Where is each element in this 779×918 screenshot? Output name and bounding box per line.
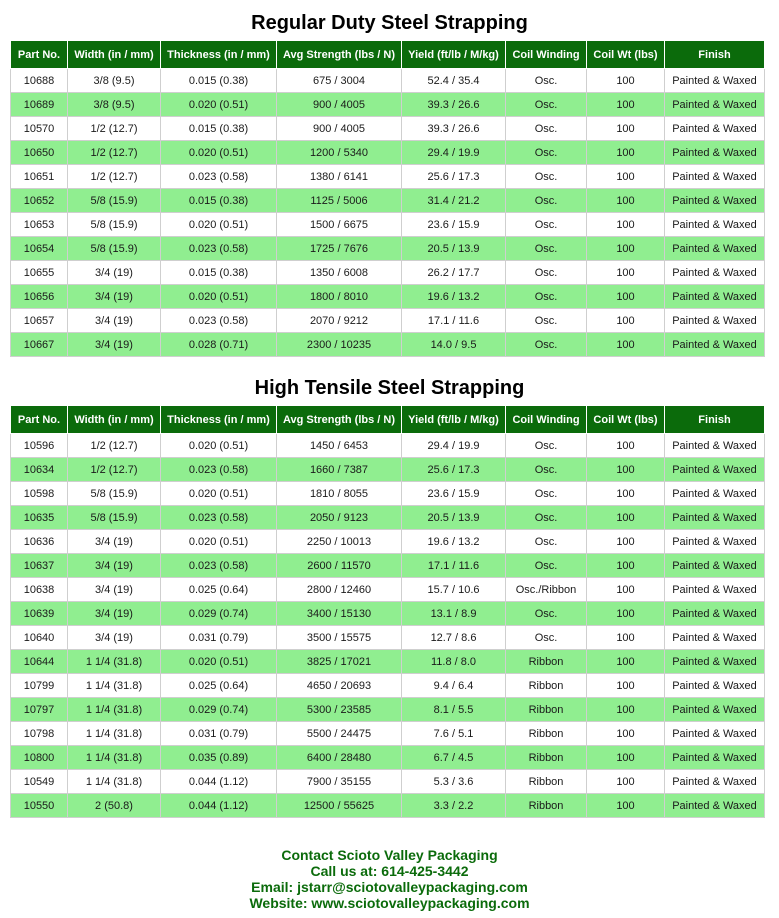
yield-cell: 25.6 / 17.3 (402, 458, 506, 482)
yield-cell: 17.1 / 11.6 (402, 309, 506, 333)
part-no-cell: 10550 (11, 794, 68, 818)
coil-wt-cell: 100 (587, 141, 665, 165)
thickness-cell: 0.031 (0.79) (161, 722, 277, 746)
yield-cell: 17.1 / 11.6 (402, 554, 506, 578)
thickness-cell: 0.035 (0.89) (161, 746, 277, 770)
width-cell: 5/8 (15.9) (68, 213, 161, 237)
avg-strength-cell: 2250 / 10013 (277, 530, 402, 554)
coil-winding-cell: Osc. (506, 458, 587, 482)
coil-winding-cell: Osc. (506, 554, 587, 578)
thickness-cell: 0.025 (0.64) (161, 578, 277, 602)
yield-cell: 5.3 / 3.6 (402, 770, 506, 794)
width-cell: 3/8 (9.5) (68, 93, 161, 117)
width-cell: 1 1/4 (31.8) (68, 746, 161, 770)
table-row (11, 458, 765, 482)
part-no-cell: 10650 (11, 141, 68, 165)
finish-cell: Painted & Waxed (665, 261, 765, 285)
contact-heading: Contact Scioto Valley Packaging (281, 847, 498, 863)
high-tensile-title: High Tensile Steel Strapping (254, 377, 525, 399)
yield-cell: 19.6 / 13.2 (402, 285, 506, 309)
table-row (11, 770, 765, 794)
contact-email[interactable]: Email: jstarr@sciotovalleypackaging.com (251, 879, 528, 895)
part-no-cell: 10800 (11, 746, 68, 770)
table-row (11, 554, 765, 578)
yield-cell: 19.6 / 13.2 (402, 530, 506, 554)
part-no-cell: 10667 (11, 333, 68, 357)
width-cell: 2 (50.8) (68, 794, 161, 818)
yield-cell: 15.7 / 10.6 (402, 578, 506, 602)
contact-website[interactable]: Website: www.sciotovalleypackaging.com (249, 895, 530, 911)
coil-winding-cell: Osc. (506, 213, 587, 237)
thickness-cell: 0.020 (0.51) (161, 650, 277, 674)
table-row (11, 506, 765, 530)
avg-strength-cell: 1380 / 6141 (277, 165, 402, 189)
part-no-cell: 10598 (11, 482, 68, 506)
coil-wt-cell: 100 (587, 333, 665, 357)
width-cell: 5/8 (15.9) (68, 506, 161, 530)
table-row (11, 69, 765, 93)
coil-winding-cell: Osc. (506, 530, 587, 554)
table-row (11, 189, 765, 213)
finish-cell: Painted & Waxed (665, 237, 765, 261)
high-header-row (11, 406, 765, 434)
finish-cell: Painted & Waxed (665, 746, 765, 770)
avg-strength-cell: 2800 / 12460 (277, 578, 402, 602)
col-header-avg-strength: Avg Strength (lbs / N) (277, 406, 402, 434)
thickness-cell: 0.015 (0.38) (161, 69, 277, 93)
coil-wt-cell: 100 (587, 213, 665, 237)
col-header-width: Width (in / mm) (68, 406, 161, 434)
regular-header-row (11, 41, 765, 69)
col-header-finish: Finish (665, 41, 765, 69)
coil-wt-cell: 100 (587, 261, 665, 285)
yield-cell: 39.3 / 26.6 (402, 93, 506, 117)
table-row (11, 578, 765, 602)
thickness-cell: 0.015 (0.38) (161, 261, 277, 285)
table-row (11, 722, 765, 746)
part-no-cell: 10657 (11, 309, 68, 333)
coil-wt-cell: 100 (587, 770, 665, 794)
yield-cell: 7.6 / 5.1 (402, 722, 506, 746)
col-header-thickness: Thickness (in / mm) (161, 41, 277, 69)
coil-winding-cell: Osc. (506, 189, 587, 213)
width-cell: 1 1/4 (31.8) (68, 770, 161, 794)
finish-cell: Painted & Waxed (665, 117, 765, 141)
thickness-cell: 0.029 (0.74) (161, 602, 277, 626)
part-no-cell: 10651 (11, 165, 68, 189)
width-cell: 1/2 (12.7) (68, 165, 161, 189)
yield-cell: 25.6 / 17.3 (402, 165, 506, 189)
part-no-cell: 10644 (11, 650, 68, 674)
coil-wt-cell: 100 (587, 237, 665, 261)
coil-winding-cell: Ribbon (506, 794, 587, 818)
width-cell: 5/8 (15.9) (68, 189, 161, 213)
part-no-cell: 10652 (11, 189, 68, 213)
finish-cell: Painted & Waxed (665, 285, 765, 309)
col-header-part-no: Part No. (11, 41, 68, 69)
width-cell: 1 1/4 (31.8) (68, 650, 161, 674)
finish-cell: Painted & Waxed (665, 333, 765, 357)
coil-wt-cell: 100 (587, 93, 665, 117)
finish-cell: Painted & Waxed (665, 578, 765, 602)
table-row (11, 117, 765, 141)
coil-wt-cell: 100 (587, 482, 665, 506)
coil-wt-cell: 100 (587, 650, 665, 674)
width-cell: 1/2 (12.7) (68, 141, 161, 165)
yield-cell: 31.4 / 21.2 (402, 189, 506, 213)
thickness-cell: 0.015 (0.38) (161, 117, 277, 141)
table-row (11, 746, 765, 770)
avg-strength-cell: 4650 / 20693 (277, 674, 402, 698)
part-no-cell: 10797 (11, 698, 68, 722)
coil-winding-cell: Osc. (506, 117, 587, 141)
avg-strength-cell: 1800 / 8010 (277, 285, 402, 309)
coil-winding-cell: Osc. (506, 285, 587, 309)
thickness-cell: 0.020 (0.51) (161, 482, 277, 506)
avg-strength-cell: 900 / 4005 (277, 117, 402, 141)
yield-cell: 29.4 / 19.9 (402, 434, 506, 458)
finish-cell: Painted & Waxed (665, 626, 765, 650)
col-header-part-no: Part No. (11, 406, 68, 434)
width-cell: 3/4 (19) (68, 578, 161, 602)
finish-cell: Painted & Waxed (665, 213, 765, 237)
table-row (11, 650, 765, 674)
part-no-cell: 10634 (11, 458, 68, 482)
coil-winding-cell: Ribbon (506, 650, 587, 674)
thickness-cell: 0.020 (0.51) (161, 434, 277, 458)
part-no-cell: 10798 (11, 722, 68, 746)
coil-wt-cell: 100 (587, 554, 665, 578)
col-header-coil-winding: Coil Winding (506, 406, 587, 434)
coil-winding-cell: Ribbon (506, 746, 587, 770)
part-no-cell: 10549 (11, 770, 68, 794)
thickness-cell: 0.025 (0.64) (161, 674, 277, 698)
thickness-cell: 0.031 (0.79) (161, 626, 277, 650)
yield-cell: 20.5 / 13.9 (402, 237, 506, 261)
finish-cell: Painted & Waxed (665, 698, 765, 722)
coil-winding-cell: Osc. (506, 333, 587, 357)
width-cell: 3/4 (19) (68, 554, 161, 578)
part-no-cell: 10639 (11, 602, 68, 626)
coil-wt-cell: 100 (587, 578, 665, 602)
width-cell: 3/4 (19) (68, 309, 161, 333)
finish-cell: Painted & Waxed (665, 722, 765, 746)
coil-winding-cell: Ribbon (506, 722, 587, 746)
coil-wt-cell: 100 (587, 698, 665, 722)
part-no-cell: 10636 (11, 530, 68, 554)
coil-wt-cell: 100 (587, 602, 665, 626)
finish-cell: Painted & Waxed (665, 770, 765, 794)
thickness-cell: 0.023 (0.58) (161, 309, 277, 333)
col-header-avg-strength: Avg Strength (lbs / N) (277, 41, 402, 69)
part-no-cell: 10655 (11, 261, 68, 285)
thickness-cell: 0.023 (0.58) (161, 458, 277, 482)
high-tensile-table (10, 405, 765, 818)
avg-strength-cell: 2300 / 10235 (277, 333, 402, 357)
finish-cell: Painted & Waxed (665, 141, 765, 165)
avg-strength-cell: 1125 / 5006 (277, 189, 402, 213)
coil-winding-cell: Osc. (506, 626, 587, 650)
thickness-cell: 0.015 (0.38) (161, 189, 277, 213)
coil-wt-cell: 100 (587, 165, 665, 189)
width-cell: 5/8 (15.9) (68, 482, 161, 506)
finish-cell: Painted & Waxed (665, 530, 765, 554)
coil-winding-cell: Osc. (506, 506, 587, 530)
finish-cell: Painted & Waxed (665, 165, 765, 189)
thickness-cell: 0.023 (0.58) (161, 237, 277, 261)
coil-wt-cell: 100 (587, 722, 665, 746)
thickness-cell: 0.020 (0.51) (161, 93, 277, 117)
regular-table-body (11, 69, 765, 357)
coil-winding-cell: Osc. (506, 602, 587, 626)
coil-winding-cell: Osc. (506, 93, 587, 117)
avg-strength-cell: 12500 / 55625 (277, 794, 402, 818)
width-cell: 3/4 (19) (68, 626, 161, 650)
coil-winding-cell: Osc. (506, 141, 587, 165)
col-header-coil-wt: Coil Wt (lbs) (587, 406, 665, 434)
avg-strength-cell: 1450 / 6453 (277, 434, 402, 458)
coil-wt-cell: 100 (587, 506, 665, 530)
avg-strength-cell: 3500 / 15575 (277, 626, 402, 650)
yield-cell: 23.6 / 15.9 (402, 213, 506, 237)
avg-strength-cell: 1660 / 7387 (277, 458, 402, 482)
thickness-cell: 0.029 (0.74) (161, 698, 277, 722)
table-row (11, 261, 765, 285)
yield-cell: 8.1 / 5.5 (402, 698, 506, 722)
width-cell: 1 1/4 (31.8) (68, 722, 161, 746)
coil-winding-cell: Osc. (506, 434, 587, 458)
coil-wt-cell: 100 (587, 189, 665, 213)
width-cell: 1/2 (12.7) (68, 458, 161, 482)
table-row (11, 434, 765, 458)
table-row (11, 285, 765, 309)
avg-strength-cell: 2600 / 11570 (277, 554, 402, 578)
finish-cell: Painted & Waxed (665, 650, 765, 674)
yield-cell: 12.7 / 8.6 (402, 626, 506, 650)
width-cell: 1 1/4 (31.8) (68, 674, 161, 698)
avg-strength-cell: 3400 / 15130 (277, 602, 402, 626)
table-row (11, 309, 765, 333)
coil-winding-cell: Osc. (506, 69, 587, 93)
finish-cell: Painted & Waxed (665, 458, 765, 482)
yield-cell: 52.4 / 35.4 (402, 69, 506, 93)
regular-duty-table (10, 40, 765, 357)
col-header-finish: Finish (665, 406, 765, 434)
yield-cell: 11.8 / 8.0 (402, 650, 506, 674)
finish-cell: Painted & Waxed (665, 434, 765, 458)
col-header-coil-winding: Coil Winding (506, 41, 587, 69)
table-row (11, 165, 765, 189)
width-cell: 1/2 (12.7) (68, 434, 161, 458)
part-no-cell: 10570 (11, 117, 68, 141)
width-cell: 3/4 (19) (68, 261, 161, 285)
coil-wt-cell: 100 (587, 746, 665, 770)
part-no-cell: 10637 (11, 554, 68, 578)
width-cell: 3/4 (19) (68, 530, 161, 554)
table-row (11, 93, 765, 117)
coil-wt-cell: 100 (587, 434, 665, 458)
yield-cell: 6.7 / 4.5 (402, 746, 506, 770)
width-cell: 1 1/4 (31.8) (68, 698, 161, 722)
coil-wt-cell: 100 (587, 530, 665, 554)
finish-cell: Painted & Waxed (665, 189, 765, 213)
finish-cell: Painted & Waxed (665, 309, 765, 333)
coil-winding-cell: Ribbon (506, 674, 587, 698)
thickness-cell: 0.020 (0.51) (161, 141, 277, 165)
finish-cell: Painted & Waxed (665, 482, 765, 506)
yield-cell: 13.1 / 8.9 (402, 602, 506, 626)
finish-cell: Painted & Waxed (665, 602, 765, 626)
part-no-cell: 10640 (11, 626, 68, 650)
finish-cell: Painted & Waxed (665, 506, 765, 530)
yield-cell: 39.3 / 26.6 (402, 117, 506, 141)
yield-cell: 23.6 / 15.9 (402, 482, 506, 506)
coil-wt-cell: 100 (587, 626, 665, 650)
part-no-cell: 10654 (11, 237, 68, 261)
table-row (11, 530, 765, 554)
coil-winding-cell: Osc. (506, 482, 587, 506)
avg-strength-cell: 3825 / 17021 (277, 650, 402, 674)
col-header-thickness: Thickness (in / mm) (161, 406, 277, 434)
avg-strength-cell: 2070 / 9212 (277, 309, 402, 333)
avg-strength-cell: 900 / 4005 (277, 93, 402, 117)
width-cell: 3/4 (19) (68, 285, 161, 309)
contact-phone[interactable]: Call us at: 614-425-3442 (310, 863, 469, 879)
col-header-yield: Yield (ft/lb / M/kg) (402, 41, 506, 69)
coil-winding-cell: Osc. (506, 237, 587, 261)
width-cell: 3/4 (19) (68, 333, 161, 357)
yield-cell: 29.4 / 19.9 (402, 141, 506, 165)
width-cell: 3/4 (19) (68, 602, 161, 626)
table-row (11, 674, 765, 698)
table-row (11, 626, 765, 650)
coil-wt-cell: 100 (587, 69, 665, 93)
coil-wt-cell: 100 (587, 309, 665, 333)
table-row (11, 602, 765, 626)
part-no-cell: 10638 (11, 578, 68, 602)
avg-strength-cell: 1725 / 7676 (277, 237, 402, 261)
spec-sheet-page (0, 4, 779, 918)
coil-winding-cell: Osc. (506, 165, 587, 189)
table-row (11, 333, 765, 357)
thickness-cell: 0.020 (0.51) (161, 213, 277, 237)
finish-cell: Painted & Waxed (665, 554, 765, 578)
table-row (11, 482, 765, 506)
table-row (11, 213, 765, 237)
part-no-cell: 10688 (11, 69, 68, 93)
avg-strength-cell: 2050 / 9123 (277, 506, 402, 530)
thickness-cell: 0.020 (0.51) (161, 285, 277, 309)
coil-wt-cell: 100 (587, 117, 665, 141)
thickness-cell: 0.023 (0.58) (161, 554, 277, 578)
width-cell: 3/8 (9.5) (68, 69, 161, 93)
avg-strength-cell: 1200 / 5340 (277, 141, 402, 165)
table-row (11, 698, 765, 722)
avg-strength-cell: 1500 / 6675 (277, 213, 402, 237)
yield-cell: 9.4 / 6.4 (402, 674, 506, 698)
coil-winding-cell: Osc. (506, 309, 587, 333)
thickness-cell: 0.023 (0.58) (161, 506, 277, 530)
width-cell: 5/8 (15.9) (68, 237, 161, 261)
table-row (11, 237, 765, 261)
finish-cell: Painted & Waxed (665, 93, 765, 117)
yield-cell: 20.5 / 13.9 (402, 506, 506, 530)
part-no-cell: 10689 (11, 93, 68, 117)
thickness-cell: 0.044 (1.12) (161, 770, 277, 794)
part-no-cell: 10596 (11, 434, 68, 458)
high-table-body (11, 434, 765, 818)
part-no-cell: 10635 (11, 506, 68, 530)
avg-strength-cell: 1810 / 8055 (277, 482, 402, 506)
col-header-yield: Yield (ft/lb / M/kg) (402, 406, 506, 434)
table-row (11, 794, 765, 818)
finish-cell: Painted & Waxed (665, 69, 765, 93)
col-header-width: Width (in / mm) (68, 41, 161, 69)
thickness-cell: 0.028 (0.71) (161, 333, 277, 357)
contact-block (0, 847, 779, 911)
coil-wt-cell: 100 (587, 458, 665, 482)
avg-strength-cell: 1350 / 6008 (277, 261, 402, 285)
yield-cell: 14.0 / 9.5 (402, 333, 506, 357)
yield-cell: 3.3 / 2.2 (402, 794, 506, 818)
thickness-cell: 0.023 (0.58) (161, 165, 277, 189)
coil-winding-cell: Osc. (506, 261, 587, 285)
table-row (11, 141, 765, 165)
part-no-cell: 10656 (11, 285, 68, 309)
part-no-cell: 10653 (11, 213, 68, 237)
coil-wt-cell: 100 (587, 794, 665, 818)
regular-duty-title: Regular Duty Steel Strapping (251, 12, 528, 34)
avg-strength-cell: 5300 / 23585 (277, 698, 402, 722)
col-header-coil-wt: Coil Wt (lbs) (587, 41, 665, 69)
thickness-cell: 0.020 (0.51) (161, 530, 277, 554)
avg-strength-cell: 7900 / 35155 (277, 770, 402, 794)
coil-wt-cell: 100 (587, 674, 665, 698)
width-cell: 1/2 (12.7) (68, 117, 161, 141)
coil-winding-cell: Ribbon (506, 698, 587, 722)
yield-cell: 26.2 / 17.7 (402, 261, 506, 285)
coil-winding-cell: Ribbon (506, 770, 587, 794)
coil-winding-cell: Osc./Ribbon (506, 578, 587, 602)
avg-strength-cell: 6400 / 28480 (277, 746, 402, 770)
finish-cell: Painted & Waxed (665, 674, 765, 698)
coil-wt-cell: 100 (587, 285, 665, 309)
part-no-cell: 10799 (11, 674, 68, 698)
avg-strength-cell: 5500 / 24475 (277, 722, 402, 746)
avg-strength-cell: 675 / 3004 (277, 69, 402, 93)
thickness-cell: 0.044 (1.12) (161, 794, 277, 818)
finish-cell: Painted & Waxed (665, 794, 765, 818)
